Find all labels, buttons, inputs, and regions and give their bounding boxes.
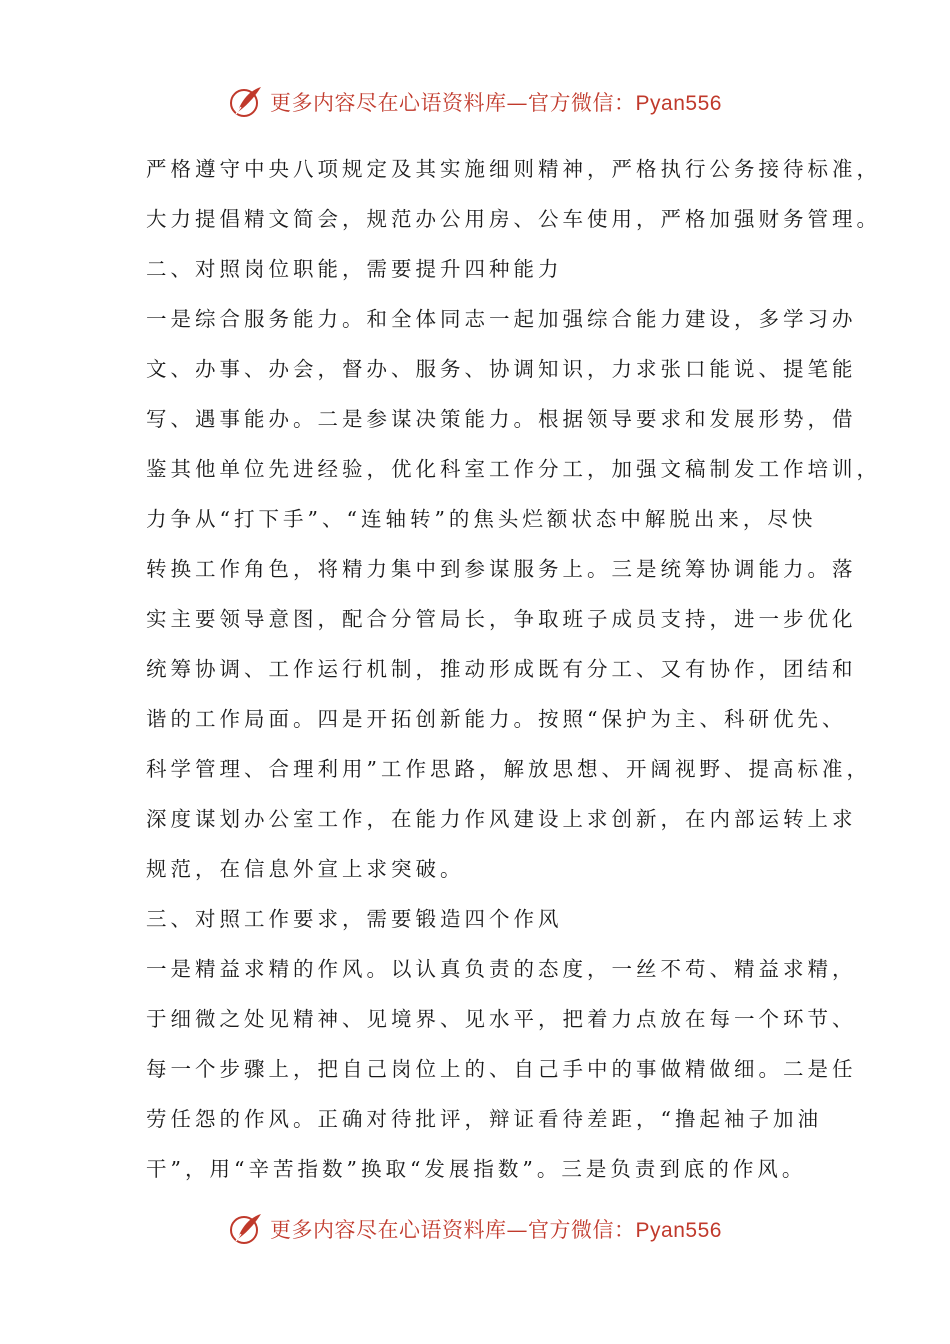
quill-pen-logo-icon bbox=[228, 1211, 264, 1247]
banner-text-cn: 更多内容尽在心语资料库—官方微信： bbox=[270, 91, 636, 115]
body-line: 每一个步骤上，把自己岗位上的、自己手中的事做精做细。二是任 bbox=[146, 1057, 857, 1081]
section-heading-3: 三、对照工作要求，需要锻造四个作风 bbox=[146, 907, 563, 931]
banner-text bbox=[270, 87, 722, 117]
body-line: 一是精益求精的作风。以认真负责的态度，一丝不苟、精益求精， bbox=[146, 957, 857, 981]
section-heading-2: 二、对照岗位职能，需要提升四种能力 bbox=[146, 257, 563, 281]
body-line: 严格遵守中央八项规定及其实施细则精神，严格执行公务接待标准， bbox=[146, 157, 881, 181]
banner-text bbox=[270, 1214, 722, 1244]
document-body bbox=[146, 152, 881, 1202]
body-line: 实主要领导意图，配合分管局长，争取班子成员支持，进一步优化 bbox=[146, 607, 857, 631]
body-line: 深度谋划办公室工作，在能力作风建设上求创新，在内部运转上求 bbox=[146, 807, 857, 831]
body-line: 于细微之处见精神、见境界、见水平，把着力点放在每一个环节、 bbox=[146, 1007, 857, 1031]
body-line: 文、办事、办会，督办、服务、协调知识，力求张口能说、提笔能 bbox=[146, 357, 857, 381]
body-line: 写、遇事能办。二是参谋决策能力。根据领导要求和发展形势，借 bbox=[146, 407, 857, 431]
header-banner bbox=[0, 82, 950, 122]
banner-wechat-id: Pyan556 bbox=[635, 92, 722, 115]
footer-banner bbox=[0, 1209, 950, 1249]
banner-wechat-id: Pyan556 bbox=[635, 1219, 722, 1242]
body-line: 鉴其他单位先进经验，优化科室工作分工，加强文稿制发工作培训， bbox=[146, 457, 881, 481]
body-line: 干”，用“辛苦指数”换取“发展指数”。三是负责到底的作风。 bbox=[146, 1157, 807, 1181]
body-line: 大力提倡精文简会，规范办公用房、公车使用，严格加强财务管理。 bbox=[146, 207, 881, 231]
body-line: 谐的工作局面。四是开拓创新能力。按照“保护为主、科研优先、 bbox=[146, 707, 847, 731]
banner-text-cn: 更多内容尽在心语资料库—官方微信： bbox=[270, 1218, 636, 1242]
body-line: 科学管理、合理利用”工作思路，解放思想、开阔视野、提高标准， bbox=[146, 757, 871, 781]
body-line: 劳任怨的作风。正确对待批评，辩证看待差距，“撸起袖子加油 bbox=[146, 1107, 822, 1131]
body-line: 规范，在信息外宣上求突破。 bbox=[146, 857, 465, 881]
body-line: 一是综合服务能力。和全体同志一起加强综合能力建设，多学习办 bbox=[146, 307, 857, 331]
body-line: 转换工作角色，将精力集中到参谋服务上。三是统筹协调能力。落 bbox=[146, 557, 857, 581]
quill-pen-logo-icon bbox=[228, 84, 264, 120]
body-line: 力争从“打下手”、“连轴转”的焦头烂额状态中解脱出来，尽快 bbox=[146, 507, 817, 531]
body-line: 统筹协调、工作运行机制，推动形成既有分工、又有协作，团结和 bbox=[146, 657, 857, 681]
